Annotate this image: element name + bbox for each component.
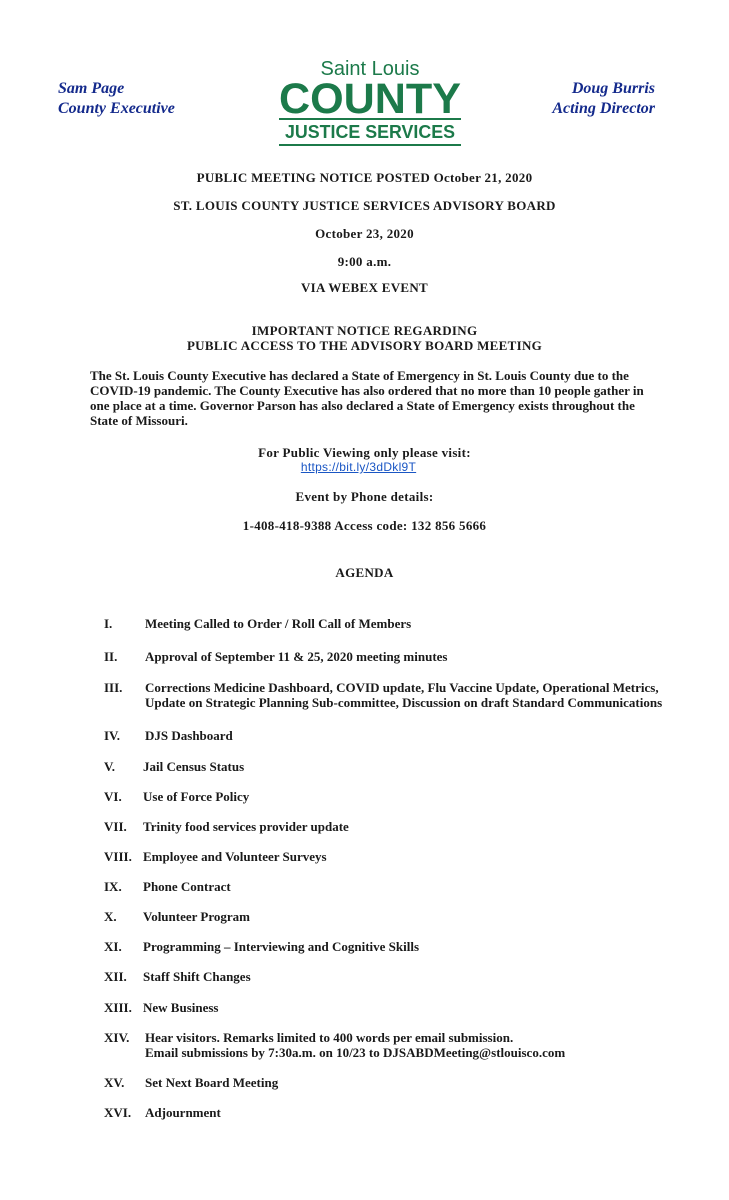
- agenda-number: XIII.: [104, 1000, 132, 1015]
- agenda-item: [104, 680, 704, 714]
- agenda-text: Update on Strategic Planning Sub-committee, Discussion on draft Standard Communications: [145, 695, 663, 710]
- agenda-number: II.: [104, 649, 118, 664]
- viewing-link-wrap: [0, 459, 723, 475]
- logo-top-text: Saint Louis: [320, 58, 420, 80]
- agenda-number: VI.: [104, 789, 122, 804]
- agenda-text: Programming – Interviewing and Cognitive Skills: [143, 939, 420, 954]
- agenda-title: AGENDA: [335, 565, 394, 580]
- agenda-item: [104, 1030, 704, 1062]
- agenda-text: Employee and Volunteer Surveys: [143, 849, 327, 864]
- agenda-text: Trinity food services provider update: [143, 819, 349, 834]
- notice-line: one place at a time. Governor Parson has also declared a State of Emergency exists throughout the: [90, 398, 635, 413]
- notice-line: State of Missouri.: [90, 413, 188, 428]
- agenda-number: I.: [104, 616, 113, 631]
- agenda-number: XI.: [104, 939, 122, 954]
- logo-main-text: COUNTY: [279, 75, 461, 123]
- phone-label: Event by Phone details:: [295, 489, 434, 504]
- notice-heading-2: PUBLIC ACCESS TO THE ADVISORY BOARD MEETING: [186, 338, 543, 353]
- agenda-text: Jail Census Status: [143, 759, 245, 774]
- agenda-number: IX.: [104, 879, 122, 894]
- agenda-text: Meeting Called to Order / Roll Call of Members: [145, 616, 412, 631]
- acting-director-block: [552, 79, 655, 119]
- agenda-number: XV.: [104, 1075, 125, 1090]
- agenda-number: XIV.: [104, 1030, 130, 1045]
- agenda-text: Email submissions by 7:30a.m. on 10/23 to DJSABDMeeting@stlouisco.com: [145, 1045, 566, 1060]
- public-viewing-link[interactable]: https://bit.ly/3dDkl9T: [300, 460, 417, 474]
- meeting-venue: VIA WEBEX EVENT: [300, 280, 429, 295]
- agenda-text: Adjournment: [145, 1105, 221, 1120]
- notice-heading-1: IMPORTANT NOTICE REGARDING: [251, 323, 478, 338]
- county-executive-name: Sam Page: [58, 80, 125, 97]
- agenda-number: XVI.: [104, 1105, 132, 1120]
- agenda-text: Hear visitors. Remarks limited to 400 words per email submission.: [145, 1030, 514, 1045]
- agenda-text: New Business: [143, 1000, 219, 1015]
- agenda-number: V.: [104, 759, 115, 774]
- notice-line: The St. Louis County Executive has declared a State of Emergency in St. Louis County due to the: [90, 368, 629, 383]
- agenda-number: III.: [104, 680, 123, 695]
- st-louis-county-justice-services-logo: [277, 56, 463, 150]
- agenda-text: Volunteer Program: [143, 909, 250, 924]
- phone-details: 1-408-418-9388 Access code: 132 856 5666: [242, 518, 487, 533]
- county-executive-title: County Executive: [58, 100, 175, 117]
- agenda-number: XII.: [104, 969, 127, 984]
- agenda-number: VII.: [104, 819, 127, 834]
- county-executive-block: [58, 79, 175, 119]
- notice-line: COVID-19 pandemic. The County Executive has also ordered that no more than 10 people gather in: [90, 383, 644, 398]
- agenda-number: VIII.: [104, 849, 132, 864]
- agenda-text: DJS Dashboard: [145, 728, 233, 743]
- agenda-text: Use of Force Policy: [143, 789, 250, 804]
- agenda-number: X.: [104, 909, 117, 924]
- agenda-text: Phone Contract: [143, 879, 231, 894]
- board-name: ST. LOUIS COUNTY JUSTICE SERVICES ADVISORY BOARD: [173, 198, 556, 213]
- agenda-text: Corrections Medicine Dashboard, COVID update, Flu Vaccine Update, Operational Metrics,: [145, 680, 659, 695]
- acting-director-title: Acting Director: [552, 100, 655, 117]
- posted-notice: PUBLIC MEETING NOTICE POSTED October 21, 2020: [196, 170, 533, 185]
- notice-body: [90, 368, 650, 428]
- agenda-text: Set Next Board Meeting: [145, 1075, 279, 1090]
- agenda-number: IV.: [104, 728, 121, 743]
- acting-director-name: Doug Burris: [571, 80, 655, 97]
- meeting-date: October 23, 2020: [315, 226, 414, 241]
- logo-sub-text: JUSTICE SERVICES: [285, 122, 455, 142]
- agenda-text: Approval of September 11 & 25, 2020 meeting minutes: [145, 649, 448, 664]
- meeting-time: 9:00 a.m.: [337, 254, 392, 269]
- agenda-text: Staff Shift Changes: [143, 969, 251, 984]
- viewing-label: For Public Viewing only please visit:: [258, 445, 471, 460]
